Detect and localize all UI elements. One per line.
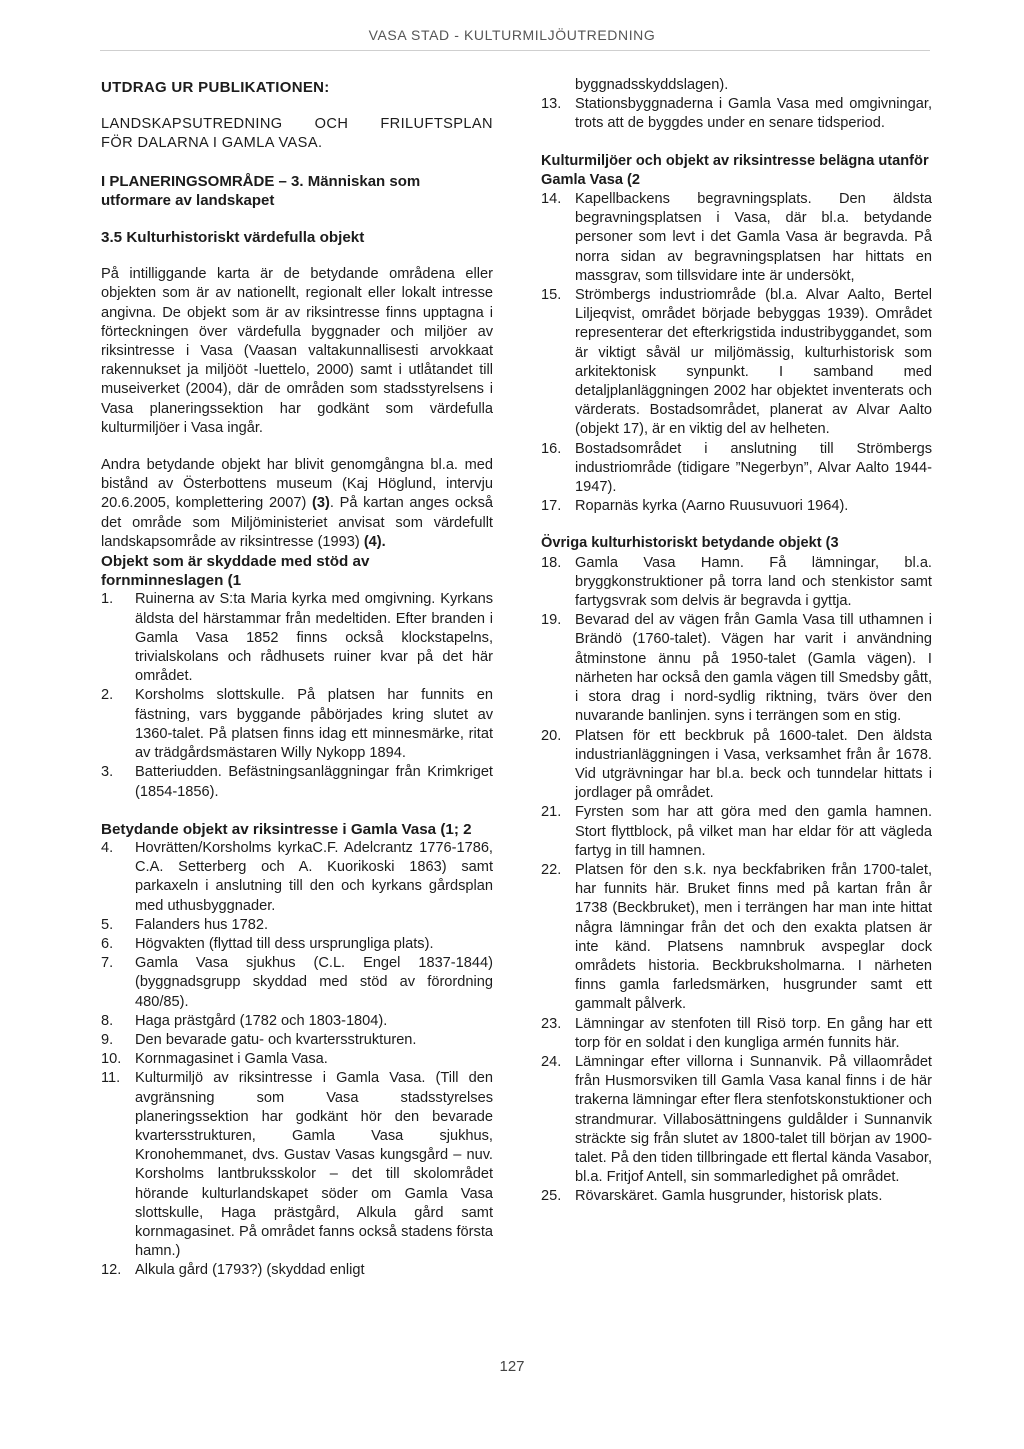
item-number: 15. [541, 287, 562, 304]
item-text: Batteriudden. Befästningsanläggningar från Krimkriget (1854-1856). [135, 764, 493, 800]
item-number: 20. [541, 727, 562, 744]
list-item [541, 611, 932, 726]
list-item [541, 440, 932, 498]
item-number: 11. [101, 1070, 121, 1087]
item-number: 4. [101, 839, 114, 856]
intro-paragraph: På intilliggande karta är de betydande områdena eller objekten som är av nationellt, regionalt eller lokalt intresse angivna. De objekt som är av riksintresse finns upptagna i förteckningen över värdefulla byggnader och miljöer av riksintresse i Vasa (Vaasan valtakunnallisesti arvokkaat rakennukset ja miljööt -luettelo, 2000) samt i utlåtandet till museiverket (2004), där de områden som stadsstyrelsens i Vasa planeringssektion har godkänt som värdefulla kulturmiljöer i Vasa ingår. [101, 266, 493, 436]
list-item [541, 95, 932, 133]
list-item [101, 763, 493, 801]
sources-text: Andra betydande objekt har blivit genomgångna bl.a. med bistånd av Österbottens museum (Kaj Höglund, intervju 20.6.2005, komplettering 2007) [101, 457, 493, 512]
item-number: 18. [541, 554, 562, 571]
national-interest-list [101, 839, 493, 1281]
item-number: 13. [541, 96, 562, 113]
publication-title-line-1: LANDSKAPSUTREDNING OCH FRILUFTSPLAN [101, 116, 493, 133]
reference-4: (4). [359, 533, 386, 550]
item-text: Lämningar efter villorna i Sunnanvik. På villaområdet från Husmorsviken till Gamla Vasa kanal finns i de här trakerna lämningar efter flera stenfotskonstuktioner och strandmurar. Villabosättningens guldålder i Sunnanvik sträckte sig från slutet av 1800-talet till början av 1900-talet. På den tiden tillbringade ett flertal kända Vasabor, bl.a. Fritjof Antell, sin sommarledighet på området. [575, 1053, 932, 1186]
item-number: 17. [541, 498, 562, 515]
protected-objects-list [101, 590, 493, 801]
item-number: 14. [541, 191, 562, 208]
running-header: VASA STAD - KULTURMILJÖUTREDNING [368, 27, 656, 43]
item-number: 1. [101, 591, 114, 608]
item-number: 21. [541, 804, 562, 821]
item-text: Ruinerna av S:ta Maria kyrka med omgivning. Kyrkans äldsta del härstammar från medeltiden. Efter branden i Gamla Vasa 1852 finns också klockstapelns, trivialskolans och rådhusets ruiner kvar på det här området. [135, 591, 493, 685]
item-number: 12. [101, 1262, 122, 1279]
item-text: Gamla Vasa Hamn. Få lämningar, bl.a. bryggkonstruktioner på torra land och stenkistor samt fartygsvrak som delvis är begravda i gyttja. [575, 554, 932, 610]
list-item [541, 803, 932, 861]
sources-paragraph [101, 456, 493, 552]
publication-title-line-2: FÖR DALARNA I GAMLA VASA. [101, 135, 323, 152]
list-item [101, 1012, 493, 1031]
item-text: Bevarad del av vägen från Gamla Vasa till uthamnen i Brändö (1760-talet). Vägen har varit i användning åtminstone ännu på 1950-talet (Gamla vägen). I närheten har också den gamla vägen till Smedsby gått, i stora drag i nord-sydlig riktning, tvärs över den nuvarande banlinjen. syns i terrängen som en stig. [575, 612, 932, 725]
list-item [541, 1053, 932, 1187]
section-heading: 3.5 Kulturhistoriskt värdefulla objekt [101, 229, 365, 247]
item-text: Platsen för den s.k. nya beckfabriken från 1700-talet, har funnits här. Bruket finns med på kartan från år 1738 (Beckbruket), men i terrängen har man inte hittat några lämningar från det och den exakta platsen är inte känd. Platsens namnbruk avspeglar dock områdets historia. Beckbruksholmarna. I närheten finns gamla farledsmärken, husgrunder samt ett gammalt pålverk. [575, 861, 932, 1013]
item-text: Kulturmiljö av riksintresse i Gamla Vasa. (Till den avgränsning som Vasa stadsstyrelses planeringssektion har godkänt hör den bevarade kvartersstrukturen, Gamla Vasa sjukhus, Kronohemmanet, dvs. Gustav Vasas kungsgård – nuv. Korsholms lantbruksskolor – det till skolområdet hörande kulturlandskapet söder om Gamla Vasa slottskulle, Haga prästgård, Alkula gård samt kornmagasinet. På området fanns också stadens första hamn.) [135, 1070, 493, 1260]
item-text: Hovrätten/Korsholms kyrkaC.F. Adelcrantz 1776-1786, C.A. Setterberg och A. Kuorikoski 1863) samt parkaxeln i anslutning till den och kyrkans gårdsplan med uthusbyggnader. [135, 839, 493, 914]
list-item [101, 1031, 493, 1050]
item-text: Högvakten (flyttad till dess ursprungliga plats). [135, 935, 434, 952]
list-item [541, 497, 932, 516]
item-number: 22. [541, 861, 562, 878]
item-text: Lämningar av stenfoten till Risö torp. En gång har ett torp för en soldat i den kungliga armén funnits här. [575, 1015, 932, 1051]
list-item [101, 954, 493, 1012]
item-number: 6. [101, 935, 114, 952]
item-text: Stationsbyggnaderna i Gamla Vasa med omgivningar, trots att de byggdes under en senare tidsperiod. [575, 96, 932, 132]
outside-gamla-vasa-heading: Kulturmiljöer och objekt av riksintresse belägna utanför Gamla Vasa (2 [541, 152, 929, 188]
page-number: 127 [499, 1358, 525, 1375]
item-text: Korsholms slottskulle. På platsen har funnits en fästning, vars byggande påbörjades kring slutet av 1360-talet. På platsen finns idag ett minnesmärke, ritat av trädgårdsmästaren Willy Nykopp 1894. [135, 687, 493, 762]
item-number: 2. [101, 687, 114, 704]
item-number: 5. [101, 916, 114, 933]
item-text: Kornmagasinet i Gamla Vasa. [135, 1051, 328, 1068]
other-objects-list [541, 554, 932, 1207]
item-number: 3. [101, 764, 114, 781]
outside-gamla-vasa-list [541, 190, 932, 516]
right-column [541, 76, 932, 1207]
list-item [101, 1069, 493, 1261]
item-number: 25. [541, 1188, 562, 1205]
list-item [541, 554, 932, 612]
item-text: Platsen för ett beckbruk på 1600-talet. Den äldsta industrianläggningen i Vasa, verksamhet från år 1678. Vid utgrävningar har bl.a. beck och tunndelar hittats i jordlager på området. [575, 727, 932, 802]
left-column [101, 76, 493, 1281]
item-text: Falanders hus 1782. [135, 916, 269, 933]
item-number: 7. [101, 955, 114, 972]
national-interest-heading: Betydande objekt av riksintresse i Gamla Vasa (1; 2 [101, 820, 472, 838]
item-text: Gamla Vasa sjukhus (C.L. Engel 1837-1844) (byggnadsgrupp skyddad med stöd av förordning 480/85). [135, 955, 493, 1010]
item-text: Roparnäs kyrka (Aarno Ruusuvuori 1964). [575, 498, 849, 515]
list-item [101, 935, 493, 954]
list-item [541, 727, 932, 804]
sources-text-cont: . På kartan anges också det område som Miljöministeriet anvisat som värdefullt landskapsområde av riksintresse (1993) [101, 495, 494, 550]
item-number: 16. [541, 440, 562, 457]
item-number: 9. [101, 1031, 114, 1048]
list-item [541, 861, 932, 1015]
item-text: Fyrsten som har att göra med den gamla hamnen. Stort flyttblock, på vilket man har eldar för att vägleda fartyg in till hamnen. [575, 804, 932, 859]
header-rule [100, 50, 930, 51]
item-text: Alkula gård (1793?) (skyddad enligt [135, 1262, 365, 1279]
item-text: Strömbergs industriområde (bl.a. Alvar Aalto, Bertel Liljeqvist, området började bebyggas 1939). Området representerar det efterkrigstida industribyggandet, som är viktigt såväl ur miljömässig, kulturhistorisk som arkitektonisk synpunkt. I samband med detaljplanläggningen 2002 har objektet inventerats och värderats. Bostadsområdet, planerat av Alvar Aalto (objekt 17), är en viktig del av helheten. [575, 287, 932, 438]
continued-line: byggnadsskyddslagen). [575, 77, 729, 93]
item-text: Bostadsområdet i anslutning till Strömbergs industriområde (tidigare ”Negerbyn”, Alvar Aalto 1944-1947). [575, 440, 932, 496]
item-number: 23. [541, 1015, 562, 1032]
reference-3: (3) [306, 495, 330, 512]
planning-area-heading: I PLANERINGSOMRÅDE – 3. Människan som utformare av landskapet [101, 172, 421, 209]
item-number: 10. [101, 1051, 122, 1068]
item-number: 8. [101, 1012, 114, 1029]
publication-heading: UTDRAG UR PUBLIKATIONEN: [101, 79, 330, 96]
item-text: Kapellbackens begravningsplats. Den äldsta begravningsplatsen i Vasa, där bl.a. betydande personer som levt i det Gamla Vasa är begravda. På norra sidan av begravningsplatsen har hittats en massgrav, som tillsvidare inte är undersökt, [575, 191, 932, 284]
list-item [541, 1015, 932, 1053]
item-number: 24. [541, 1053, 562, 1070]
list-item [101, 590, 493, 686]
list-item [101, 1261, 493, 1280]
list-item [541, 1187, 932, 1206]
item-text: Rövarskäret. Gamla husgrunder, historisk plats. [575, 1188, 883, 1205]
list-item [541, 190, 932, 286]
item-text: Haga prästgård (1782 och 1803-1804). [135, 1012, 388, 1029]
item-13-list [541, 95, 932, 133]
other-objects-heading: Övriga kulturhistoriskt betydande objekt (3 [541, 535, 839, 552]
protected-objects-heading: Objekt som är skyddade med stöd av fornminneslagen (1 [101, 553, 370, 590]
list-item [101, 1050, 493, 1069]
list-item [101, 686, 493, 763]
list-item [541, 286, 932, 440]
item-text: Den bevarade gatu- och kvartersstrukturen. [135, 1031, 417, 1048]
item-number: 19. [541, 612, 562, 629]
list-item [101, 839, 493, 916]
list-item [101, 916, 493, 935]
